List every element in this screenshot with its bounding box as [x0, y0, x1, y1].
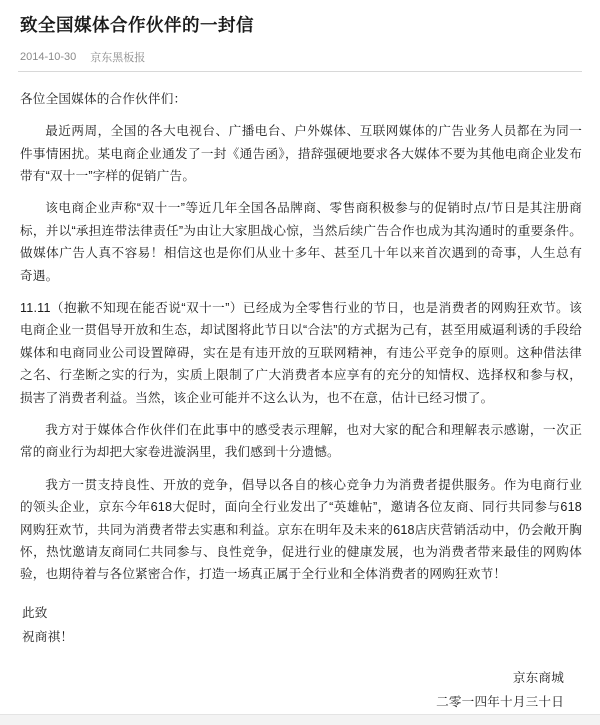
paragraph-1: 最近两周，全国的各大电视台、广播电台、户外媒体、互联网媒体的广告业务人员都在为同一件事情困扰。某电商企业通发了一封《通告函》，措辞强硬地要求各大媒体不要为其他电商企业发布带有“双十一”字样的促销广告。 — [20, 124, 582, 183]
article-meta — [20, 49, 582, 65]
paragraph-2: 该电商企业声称“双十一”等近几年全国各品牌商、零售商积极参与的促销时点/节日是其注册商标，并以“承担连带法律责任”为由让大家胆战心惊，当然后续广告合作也成为其沟通时的重要条件。做媒体广告人真不容易！相信这也是你们从业十多年、甚至几十年以来首次遇到的奇事，人生总有奇遇。 — [20, 201, 582, 283]
signature-name: 京东商城 — [512, 670, 564, 685]
bottom-bar — [0, 714, 600, 725]
salutation: 各位全国媒体的合作伙伴们： — [20, 91, 187, 106]
paragraph-4: 我方对于媒体合作伙伴们在此事中的感受表示理解，也对大家的配合和理解表示感谢，一次正常的商业行为却把大家卷进漩涡里，我们感到十分遗憾。 — [20, 423, 582, 460]
header-divider — [18, 71, 582, 72]
paragraph-5: 我方一贯支持良性、开放的竞争，倡导以各自的核心竞争力为消费者提供服务。作为电商行业的领头企业，京东今年618大促时，面向全行业发出了“英雄帖”，邀请各位友商、同行共同参与618网购狂欢节，共同为消费者带去实惠和利益。京东在明年及未来的618店庆营销活动中，仍会敞开胸怀，热忱邀请友商同仁共同参与、良性竞争，促进行业的健康发展，也为消费者带来最佳的网购体验，也期待着与各位紧密合作，打造一场真正属于全行业和全体消费者的网购狂欢节！ — [20, 477, 582, 582]
signature-block — [18, 667, 582, 715]
closing-line-1: 此致 — [22, 605, 48, 620]
closing-line-2: 祝商祺！ — [22, 630, 74, 645]
closing-block — [20, 602, 582, 649]
paragraph-3: 11.11（抱歉不知现在能否说“双十一”）已经成为全零售行业的节日，也是消费者的网购狂欢节。该电商企业一贯倡导开放和生态，却试图将此节日以“合法”的方式据为己有，甚至用威逼利诱的手段给媒体和电商同业公司设置障碍，实在是有违开放的互联网精神，有违公平竞争的原则。这种借法律之名、行垄断之实的行为，实质上限制了广大消费者本应享有的充分的知情权、选择权和参与权，损害了消费者利益。当然，该企业可能并不这么认为，也不在意，估计已经习惯了。 — [20, 301, 582, 405]
page-title: 致全国媒体合作伙伴的一封信 — [20, 15, 254, 35]
article-body — [18, 88, 582, 715]
publish-date: 2014-10-30 — [20, 50, 77, 63]
signature-date: 二零一四年十月三十日 — [436, 694, 564, 709]
source-label: 京东黑板报 — [90, 51, 146, 64]
